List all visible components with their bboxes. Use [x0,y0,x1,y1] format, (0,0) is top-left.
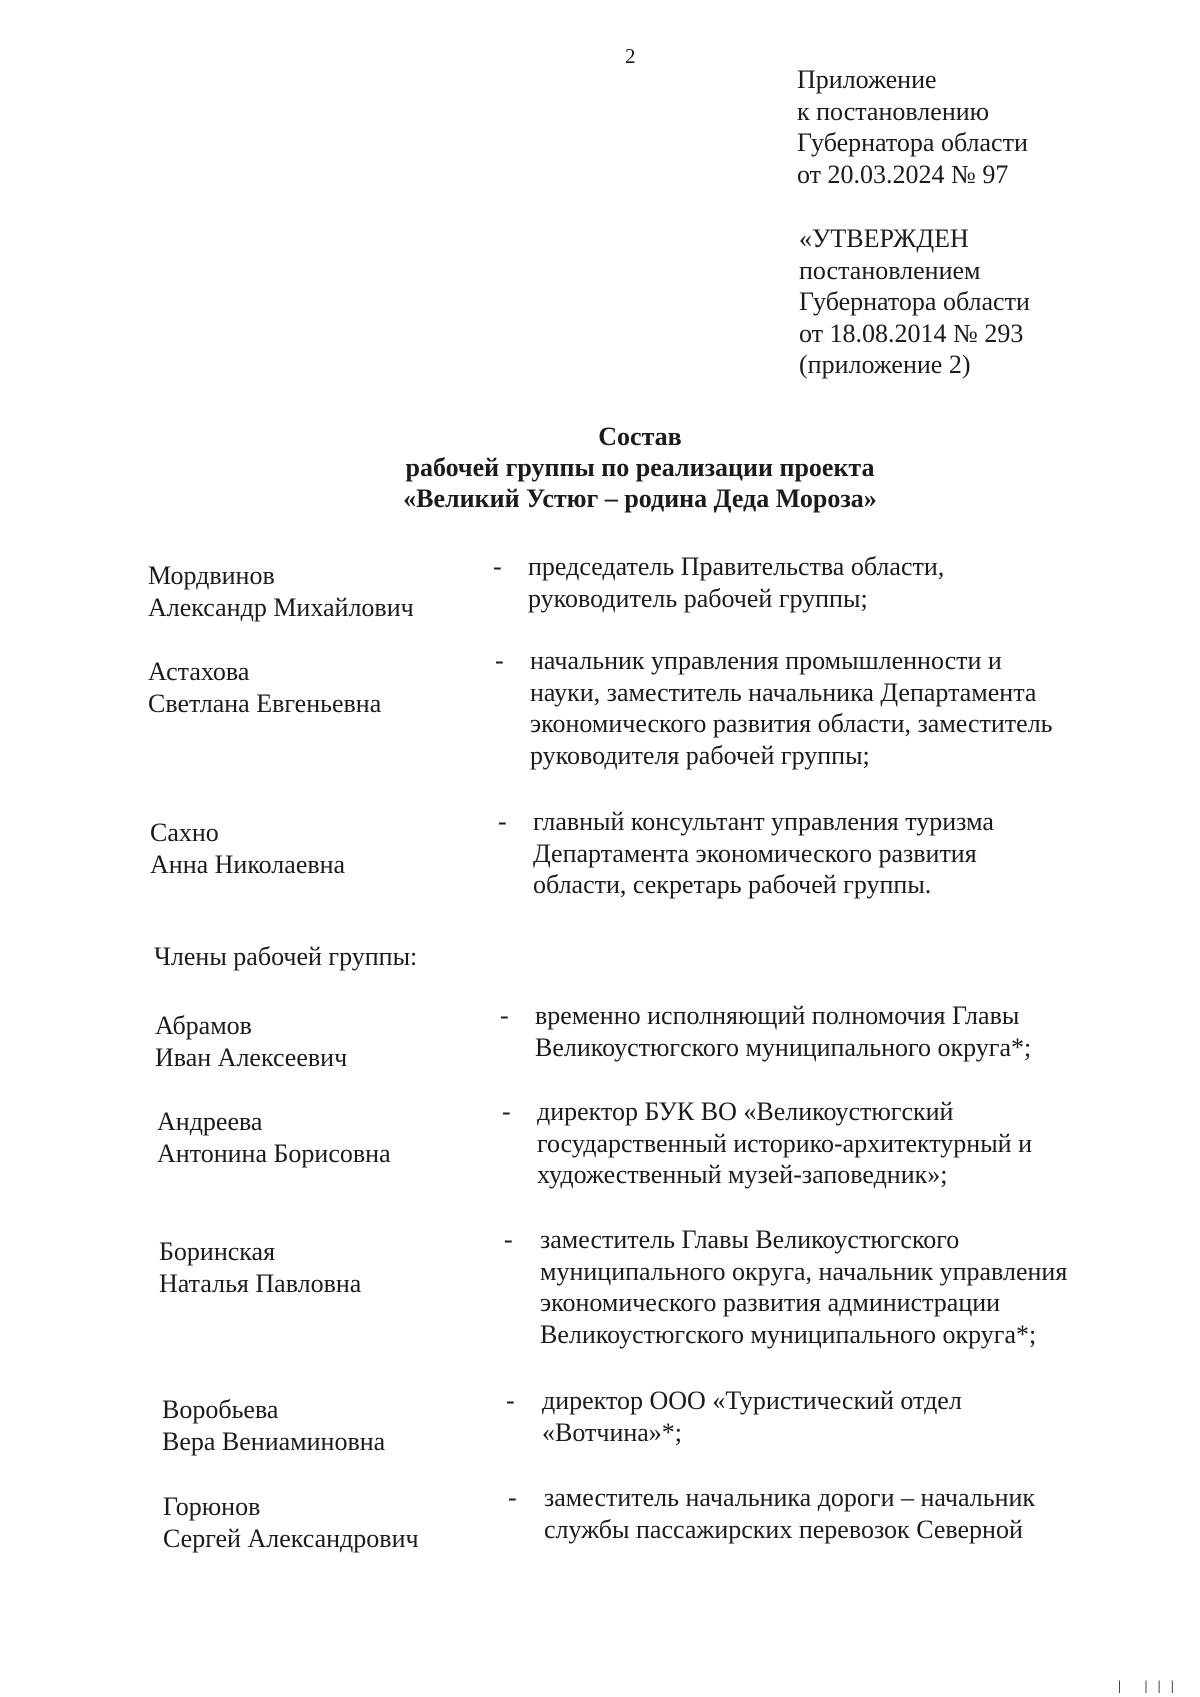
duty-line: экономического развития администрации [540,1288,1001,1317]
duty-line: начальник управления промышленности и [530,646,1002,675]
member-surname: Мордвинов [148,561,275,590]
separator-dash: - [498,807,507,836]
duty-line: «Вотчина»*; [542,1417,683,1447]
separator-dash: - [500,1001,509,1030]
title-line: Состав [598,422,682,451]
appendix-line: к постановлению [797,96,990,126]
separator-dash: - [506,1386,515,1415]
member-given-names: Наталья Павловна [159,1268,362,1298]
member-name [157,1106,391,1169]
title-line: «Великий Устюг – родина Деда Мороза» [403,484,877,513]
duty-line: художественный музей-заповедник»; [537,1160,948,1189]
duty-line: экономического развития области, заместитель [530,709,1053,738]
member-duty [530,645,1140,771]
duty-line: заместитель Главы Великоустюгского [540,1225,960,1254]
duty-line: главный консультант управления туризма [533,807,994,836]
approval-block [799,223,1030,381]
approval-line: от 18.08.2014 № 293 [799,318,1024,348]
approval-line: Губернатора области [799,287,1030,316]
appendix-line: Губернатора области [797,128,1028,157]
approval-line: (приложение 2) [799,350,971,379]
separator-dash: - [495,646,504,675]
members-label: Члены рабочей группы: [154,942,418,971]
duty-line: Департамента экономического развития [533,838,977,868]
duty-line: науки, заместитель начальника Департамента [530,677,1037,707]
member-duty [540,1224,1150,1350]
duty-line: области, секретарь рабочей группы. [533,870,932,899]
member-name [148,560,414,623]
member-surname: Боринская [159,1237,276,1266]
separator-dash: - [493,552,502,581]
page-number: 2 [625,44,636,68]
appendix-line: Приложение [797,65,937,94]
duty-line: муниципального округа, начальник управления [540,1256,1068,1286]
duty-line: директор БУК ВО «Великоустюгский [537,1097,954,1126]
scan-marks: | ||| [1115,1679,1182,1693]
member-name [148,656,381,719]
approval-line: постановлением [799,255,981,285]
member-surname: Горюнов [163,1492,261,1521]
duty-line: Великоустюгского муниципального округа*; [540,1319,1037,1349]
duty-line: заместитель начальника дороги – начальник [544,1483,1036,1512]
duty-line: государственный историко-архитектурный и [537,1128,1033,1158]
duty-line: председатель Правительства области, [528,552,945,581]
member-given-names: Вера Вениаминовна [162,1426,386,1456]
member-given-names: Иван Алексеевич [155,1042,348,1072]
member-given-names: Антонина Борисовна [157,1138,391,1168]
member-name [159,1236,361,1299]
duty-line: руководитель рабочей группы; [528,583,868,613]
appendix-line: от 20.03.2024 № 97 [797,159,1009,189]
member-given-names: Анна Николаевна [150,849,346,879]
appendix-header [797,64,1028,190]
member-duty [544,1482,1154,1545]
member-surname: Абрамов [155,1011,252,1040]
separator-dash: - [508,1483,517,1512]
duty-line: руководителя рабочей группы; [530,740,870,770]
member-given-names: Александр Михайлович [148,592,414,622]
member-name [162,1394,385,1457]
member-surname: Воробьева [162,1395,279,1424]
title-line: рабочей группы по реализации проекта [405,453,875,482]
member-surname: Астахова [148,657,250,686]
duty-line: службы пассажирских перевозок Северной [544,1514,1023,1544]
member-name [155,1010,347,1073]
approval-line: «УТВЕРЖДЕН [799,224,969,253]
member-duty [542,1385,1152,1448]
member-duty [528,551,1138,614]
separator-dash: - [504,1225,513,1254]
duty-line: Великоустюгского муниципального округа*; [535,1032,1032,1062]
member-surname: Андреева [157,1107,263,1136]
document-title [250,421,1030,514]
member-duty [537,1096,1147,1191]
member-name [150,817,345,880]
duty-line: директор ООО «Туристический отдел [542,1386,962,1415]
duty-line: временно исполняющий полномочия Главы [535,1001,1020,1030]
separator-dash: - [502,1097,511,1126]
member-duty [533,806,1143,901]
member-duty [535,1000,1145,1063]
member-name [163,1491,419,1554]
member-given-names: Сергей Александрович [163,1523,419,1553]
member-given-names: Светлана Евгеньевна [148,688,382,718]
member-surname: Сахно [150,818,219,847]
